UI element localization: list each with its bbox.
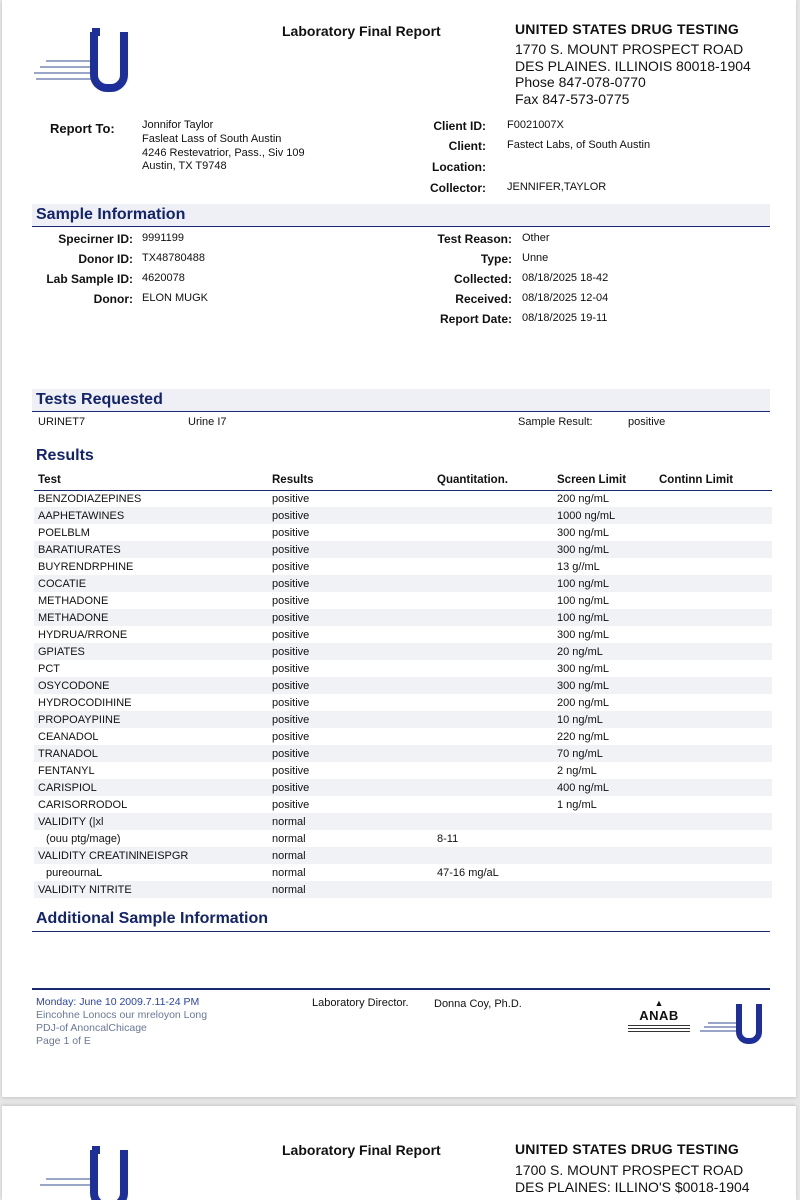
cell-quantitation: [433, 847, 553, 864]
report-to-city: Austin, TX T9748: [142, 160, 227, 172]
usdt-logo: [32, 28, 132, 96]
table-row: [34, 813, 772, 830]
cell-screen-limit: [553, 847, 655, 864]
cell-screen-limit: 1 ng/mL: [557, 798, 597, 811]
cell-test: AAPHETAWINES: [34, 507, 268, 524]
footer-info: [36, 996, 207, 1048]
cell-result: normal: [268, 847, 433, 864]
cell-screen-limit: [553, 864, 655, 881]
cell-confirm-limit: [655, 558, 772, 575]
cell-test: OSYCODONE: [34, 677, 268, 694]
cell-screen-limit: 300 ng/mL: [557, 526, 609, 539]
tests-requested-title: Tests Requested: [36, 391, 163, 408]
cell-quantitation: [433, 643, 553, 660]
page2-report-title: Laboratory Final Report: [282, 1142, 441, 1158]
cell-result: positive: [268, 541, 433, 558]
cell-result: positive: [268, 745, 433, 762]
cell-confirm-limit: [655, 643, 772, 660]
lab-phone: Phose 847-078-0770: [515, 74, 646, 90]
cell-confirm-limit: [655, 881, 772, 898]
report-to-org: Fasleat Lass of South Austin: [142, 133, 282, 145]
anab-leaf-icon: ▲: [654, 998, 664, 1008]
received-value: 08/18/2025 12-04: [522, 292, 609, 304]
table-row: [34, 524, 772, 541]
cell-test: CARISORRODOL: [38, 798, 128, 811]
lab-sample-id-label: Lab Sample ID:: [46, 272, 133, 286]
table-row: [34, 541, 772, 558]
cell-screen-limit: [553, 830, 655, 847]
lab-address-1: 1770 S. MOUNT PROSPECT ROAD: [515, 41, 744, 57]
cell-confirm-limit: [655, 575, 772, 592]
cell-test: TRANADOL: [34, 745, 268, 762]
client-id-value: F0021007X: [507, 119, 564, 131]
specimen-id-label: Specirner ID:: [58, 232, 133, 246]
cell-test: VALIDITY NITRITE: [34, 881, 268, 898]
cell-screen-limit: 300 ng/mL: [553, 677, 655, 694]
cell-test: METHADONE: [34, 609, 268, 626]
cell-quantitation: [433, 762, 553, 779]
collector-label: Collector:: [429, 181, 486, 195]
cell-screen-limit: 100 ng/mL: [557, 594, 609, 607]
cell-result: positive: [272, 594, 310, 607]
cell-confirm-limit: [655, 660, 772, 677]
donor-id-label: Donor ID:: [78, 252, 133, 266]
director-label: Laboratory Director.: [312, 997, 409, 1009]
location-label: Location:: [432, 160, 486, 174]
cell-confirm-limit: [655, 796, 772, 813]
cell-test: CARISPIOL: [34, 779, 268, 796]
cell-result: positive: [272, 492, 310, 505]
footer-line-3: PDJ-of AnoncalChicage: [36, 1022, 147, 1034]
results-heading: [32, 446, 770, 468]
cell-quantitation: [433, 507, 553, 524]
usdt-logo-small: [700, 1000, 764, 1046]
footer-divider: [32, 988, 770, 990]
cell-test: POELBLM: [38, 526, 90, 539]
table-row: [34, 677, 772, 694]
cell-result: positive: [268, 643, 433, 660]
cell-result: normal: [268, 813, 433, 830]
cell-test: VALIDITY (|xl: [34, 813, 268, 830]
results-table: [34, 470, 772, 898]
cell-quantitation: [433, 626, 553, 643]
cell-confirm-limit: [655, 609, 772, 626]
received-label: Received:: [455, 292, 512, 306]
cell-result: positive: [272, 764, 310, 777]
cell-quantitation: [433, 592, 553, 609]
table-row: [34, 643, 772, 660]
cell-confirm-limit: [655, 864, 772, 881]
anab-badge: [628, 998, 690, 1034]
cell-confirm-limit: [655, 490, 772, 507]
footer-line-2: Eincohne Lonocs our mreloyon Long: [36, 1009, 208, 1021]
cell-confirm-limit: [655, 813, 772, 830]
page2-address-2: DES PLAINES: ILLINO'S $0018-1904: [515, 1179, 750, 1195]
cell-confirm-limit: [655, 711, 772, 728]
cell-screen-limit: [553, 881, 655, 898]
cell-result: positive: [272, 628, 310, 641]
cell-confirm-limit: [655, 507, 772, 524]
donor-value: ELON MUGK: [142, 292, 209, 304]
cell-screen-limit: 220 ng/mL: [557, 730, 609, 743]
cell-screen-limit: 200 ng/mL: [557, 696, 609, 709]
report-date-value: 08/18/2025 19-11: [522, 312, 608, 324]
cell-quantitation: [433, 524, 553, 541]
cell-test: FENTANYL: [38, 764, 95, 777]
page2-address-1: 1700 S. MOUNT PROSPECT ROAD: [515, 1162, 744, 1178]
cell-test: BUYRENDRPHINE: [38, 560, 134, 573]
cell-quantitation: [433, 813, 553, 830]
report-to-label: Report To:: [50, 121, 115, 136]
cell-screen-limit: 70 ng/mL: [553, 745, 655, 762]
specimen-id-value: 9991199: [142, 232, 185, 244]
director-name: Donna Coy, Ph.D.: [434, 998, 522, 1010]
lab-sample-id-value: 4620078: [142, 272, 185, 284]
cell-screen-limit: 13 g//mL: [557, 560, 600, 573]
col-header-quantitation: Quantitation.: [433, 470, 553, 490]
anab-text: ANAB: [639, 1008, 679, 1023]
table-row: [34, 575, 772, 592]
cell-test: METHADONE: [38, 594, 109, 607]
cell-test: PROPOAYPIINE: [34, 711, 268, 728]
cell-quantitation: [433, 541, 553, 558]
cell-quantitation: [433, 558, 553, 575]
results-header-row: [34, 470, 772, 490]
table-row: [34, 507, 772, 524]
cell-test: BARATIURATES: [34, 541, 268, 558]
cell-screen-limit: 2 ng/mL: [557, 764, 597, 777]
report-to-street: 4246 Restevatrior, Pass., Siv 109: [142, 147, 305, 159]
cell-result: positive: [268, 711, 433, 728]
report-page-1: [2, 0, 796, 1097]
sample-info-heading: [32, 204, 770, 227]
cell-result: positive: [268, 609, 433, 626]
table-row: [34, 694, 772, 711]
additional-info-heading: [32, 909, 770, 932]
table-row: [34, 847, 772, 864]
lab-name: UNITED STATES DRUG TESTING: [515, 21, 740, 37]
cell-result: positive: [272, 526, 310, 539]
cell-quantitation: [433, 694, 553, 711]
cell-test: CEANADOL: [38, 730, 99, 743]
table-row: [34, 864, 772, 881]
cell-screen-limit: [553, 813, 655, 830]
results-title: Results: [36, 447, 94, 464]
cell-quantitation: [433, 677, 553, 694]
cell-result: positive: [268, 677, 433, 694]
test-code: URINET7: [38, 416, 86, 428]
test-reason-label: Test Reason:: [437, 232, 512, 246]
cell-test: HYDROCODIHINE: [38, 696, 132, 709]
table-row: [34, 881, 772, 898]
cell-confirm-limit: [655, 626, 772, 643]
cell-quantitation: 8-11: [437, 832, 459, 845]
footer-page: Page 1 of E: [36, 1035, 91, 1047]
report-title: Laboratory Final Report: [282, 23, 441, 39]
cell-screen-limit: 10 ng/mL: [553, 711, 655, 728]
cell-test: PCT: [38, 662, 60, 675]
cell-test: pureournaL: [46, 866, 103, 879]
cell-confirm-limit: [655, 541, 772, 558]
cell-confirm-limit: [655, 524, 772, 541]
sample-result-label: Sample Result:: [518, 416, 593, 428]
cell-test: VALIDITY CREATINlNEISPGR: [34, 847, 268, 864]
cell-quantitation: [433, 711, 553, 728]
cell-screen-limit: 100 ng/mL: [553, 575, 655, 592]
table-row: [34, 796, 772, 813]
donor-label: Donor:: [93, 292, 133, 306]
test-reason-value: Other: [522, 232, 550, 244]
cell-quantitation: [433, 779, 553, 796]
table-row: [34, 660, 772, 677]
report-date-label: Report Date:: [439, 312, 512, 326]
cell-screen-limit: 20 ng/mL: [553, 643, 655, 660]
additional-info-title: Additional Sample Information: [36, 910, 269, 927]
cell-quantitation: [433, 490, 553, 507]
cell-result: positive: [272, 730, 310, 743]
cell-screen-limit: 100 ng/mL: [553, 609, 655, 626]
usdt-logo-page2: [32, 1144, 132, 1200]
lab-address-2: DES PLAINES. ILLINOIS 80018-1904: [515, 58, 751, 74]
cell-quantitation: [433, 745, 553, 762]
cell-result: normal: [268, 881, 433, 898]
cell-confirm-limit: [655, 745, 772, 762]
cell-test: COCATIE: [34, 575, 268, 592]
table-row: [34, 830, 772, 847]
cell-quantitation: [433, 660, 553, 677]
cell-quantitation: [433, 609, 553, 626]
col-header-screen-limit: Screen Limit: [553, 470, 655, 490]
tests-requested-heading: [32, 389, 770, 412]
cell-quantitation: [433, 881, 553, 898]
cell-result: normal: [272, 832, 306, 845]
cell-confirm-limit: [655, 694, 772, 711]
lab-fax: Fax 847-573-0775: [515, 91, 630, 107]
cell-test: GPIATES: [34, 643, 268, 660]
table-row: [34, 626, 772, 643]
test-name: Urine I7: [188, 416, 227, 428]
cell-confirm-limit: [655, 728, 772, 745]
cell-confirm-limit: [655, 847, 772, 864]
cell-result: positive: [268, 779, 433, 796]
report-page-2: [2, 1106, 796, 1200]
cell-screen-limit: 400 ng/mL: [553, 779, 655, 796]
cell-screen-limit: 1000 ng/mL: [553, 507, 655, 524]
table-row: [34, 745, 772, 762]
cell-result: positive: [272, 560, 310, 573]
table-row: [34, 609, 772, 626]
cell-result: positive: [268, 507, 433, 524]
sample-info-title: Sample Information: [36, 206, 186, 223]
col-header-confirm-limit: Continn Limit: [655, 470, 772, 490]
table-row: [34, 490, 772, 507]
collected-value: 08/18/2025 18-42: [522, 272, 609, 284]
cell-test: BENZODIAZEPINES: [38, 492, 142, 505]
cell-screen-limit: 300 ng/mL: [557, 662, 609, 675]
cell-result: positive: [272, 798, 310, 811]
cell-quantitation: [433, 575, 553, 592]
cell-confirm-limit: [655, 779, 772, 796]
sample-result-value: positive: [628, 416, 666, 428]
cell-quantitation: [433, 728, 553, 745]
cell-confirm-limit: [655, 830, 772, 847]
col-header-test: Test: [34, 470, 268, 490]
cell-screen-limit: 200 ng/mL: [557, 492, 609, 505]
cell-test: HYDRUA/RRONE: [38, 628, 128, 641]
table-row: [34, 779, 772, 796]
table-row: [34, 728, 772, 745]
table-row: [34, 558, 772, 575]
col-header-results: Results: [268, 470, 433, 490]
results-body: [34, 490, 772, 898]
report-to-name: Jonnifor Taylor: [142, 119, 214, 131]
type-value: Unne: [522, 252, 549, 264]
cell-quantitation: [433, 796, 553, 813]
cell-result: positive: [272, 662, 310, 675]
collector-value: JENNIFER,TAYLOR: [507, 181, 607, 193]
table-row: [34, 711, 772, 728]
collected-label: Collected:: [453, 272, 512, 286]
cell-result: positive: [272, 696, 310, 709]
cell-confirm-limit: [655, 762, 772, 779]
cell-quantitation: 47-16 mg/aL: [437, 866, 499, 879]
cell-confirm-limit: [655, 592, 772, 609]
client-value: Fastect Labs, of South Austin: [507, 139, 651, 151]
table-row: [34, 762, 772, 779]
cell-confirm-limit: [655, 677, 772, 694]
page2-lab-name: UNITED STATES DRUG TESTING: [515, 1141, 740, 1157]
cell-result: normal: [272, 866, 306, 879]
footer-date: Monday: June 10 2009.7.11-24 PM: [36, 996, 200, 1008]
client-label: Client:: [448, 139, 486, 153]
donor-id-value: TX48780488: [142, 252, 205, 264]
client-id-label: Client ID:: [433, 119, 486, 133]
cell-test: (ouu ptg/mage): [46, 832, 121, 845]
cell-screen-limit: 300 ng/mL: [557, 628, 609, 641]
type-label: Type:: [480, 252, 512, 266]
cell-screen-limit: 300 ng/mL: [553, 541, 655, 558]
cell-result: positive: [268, 575, 433, 592]
table-row: [34, 592, 772, 609]
